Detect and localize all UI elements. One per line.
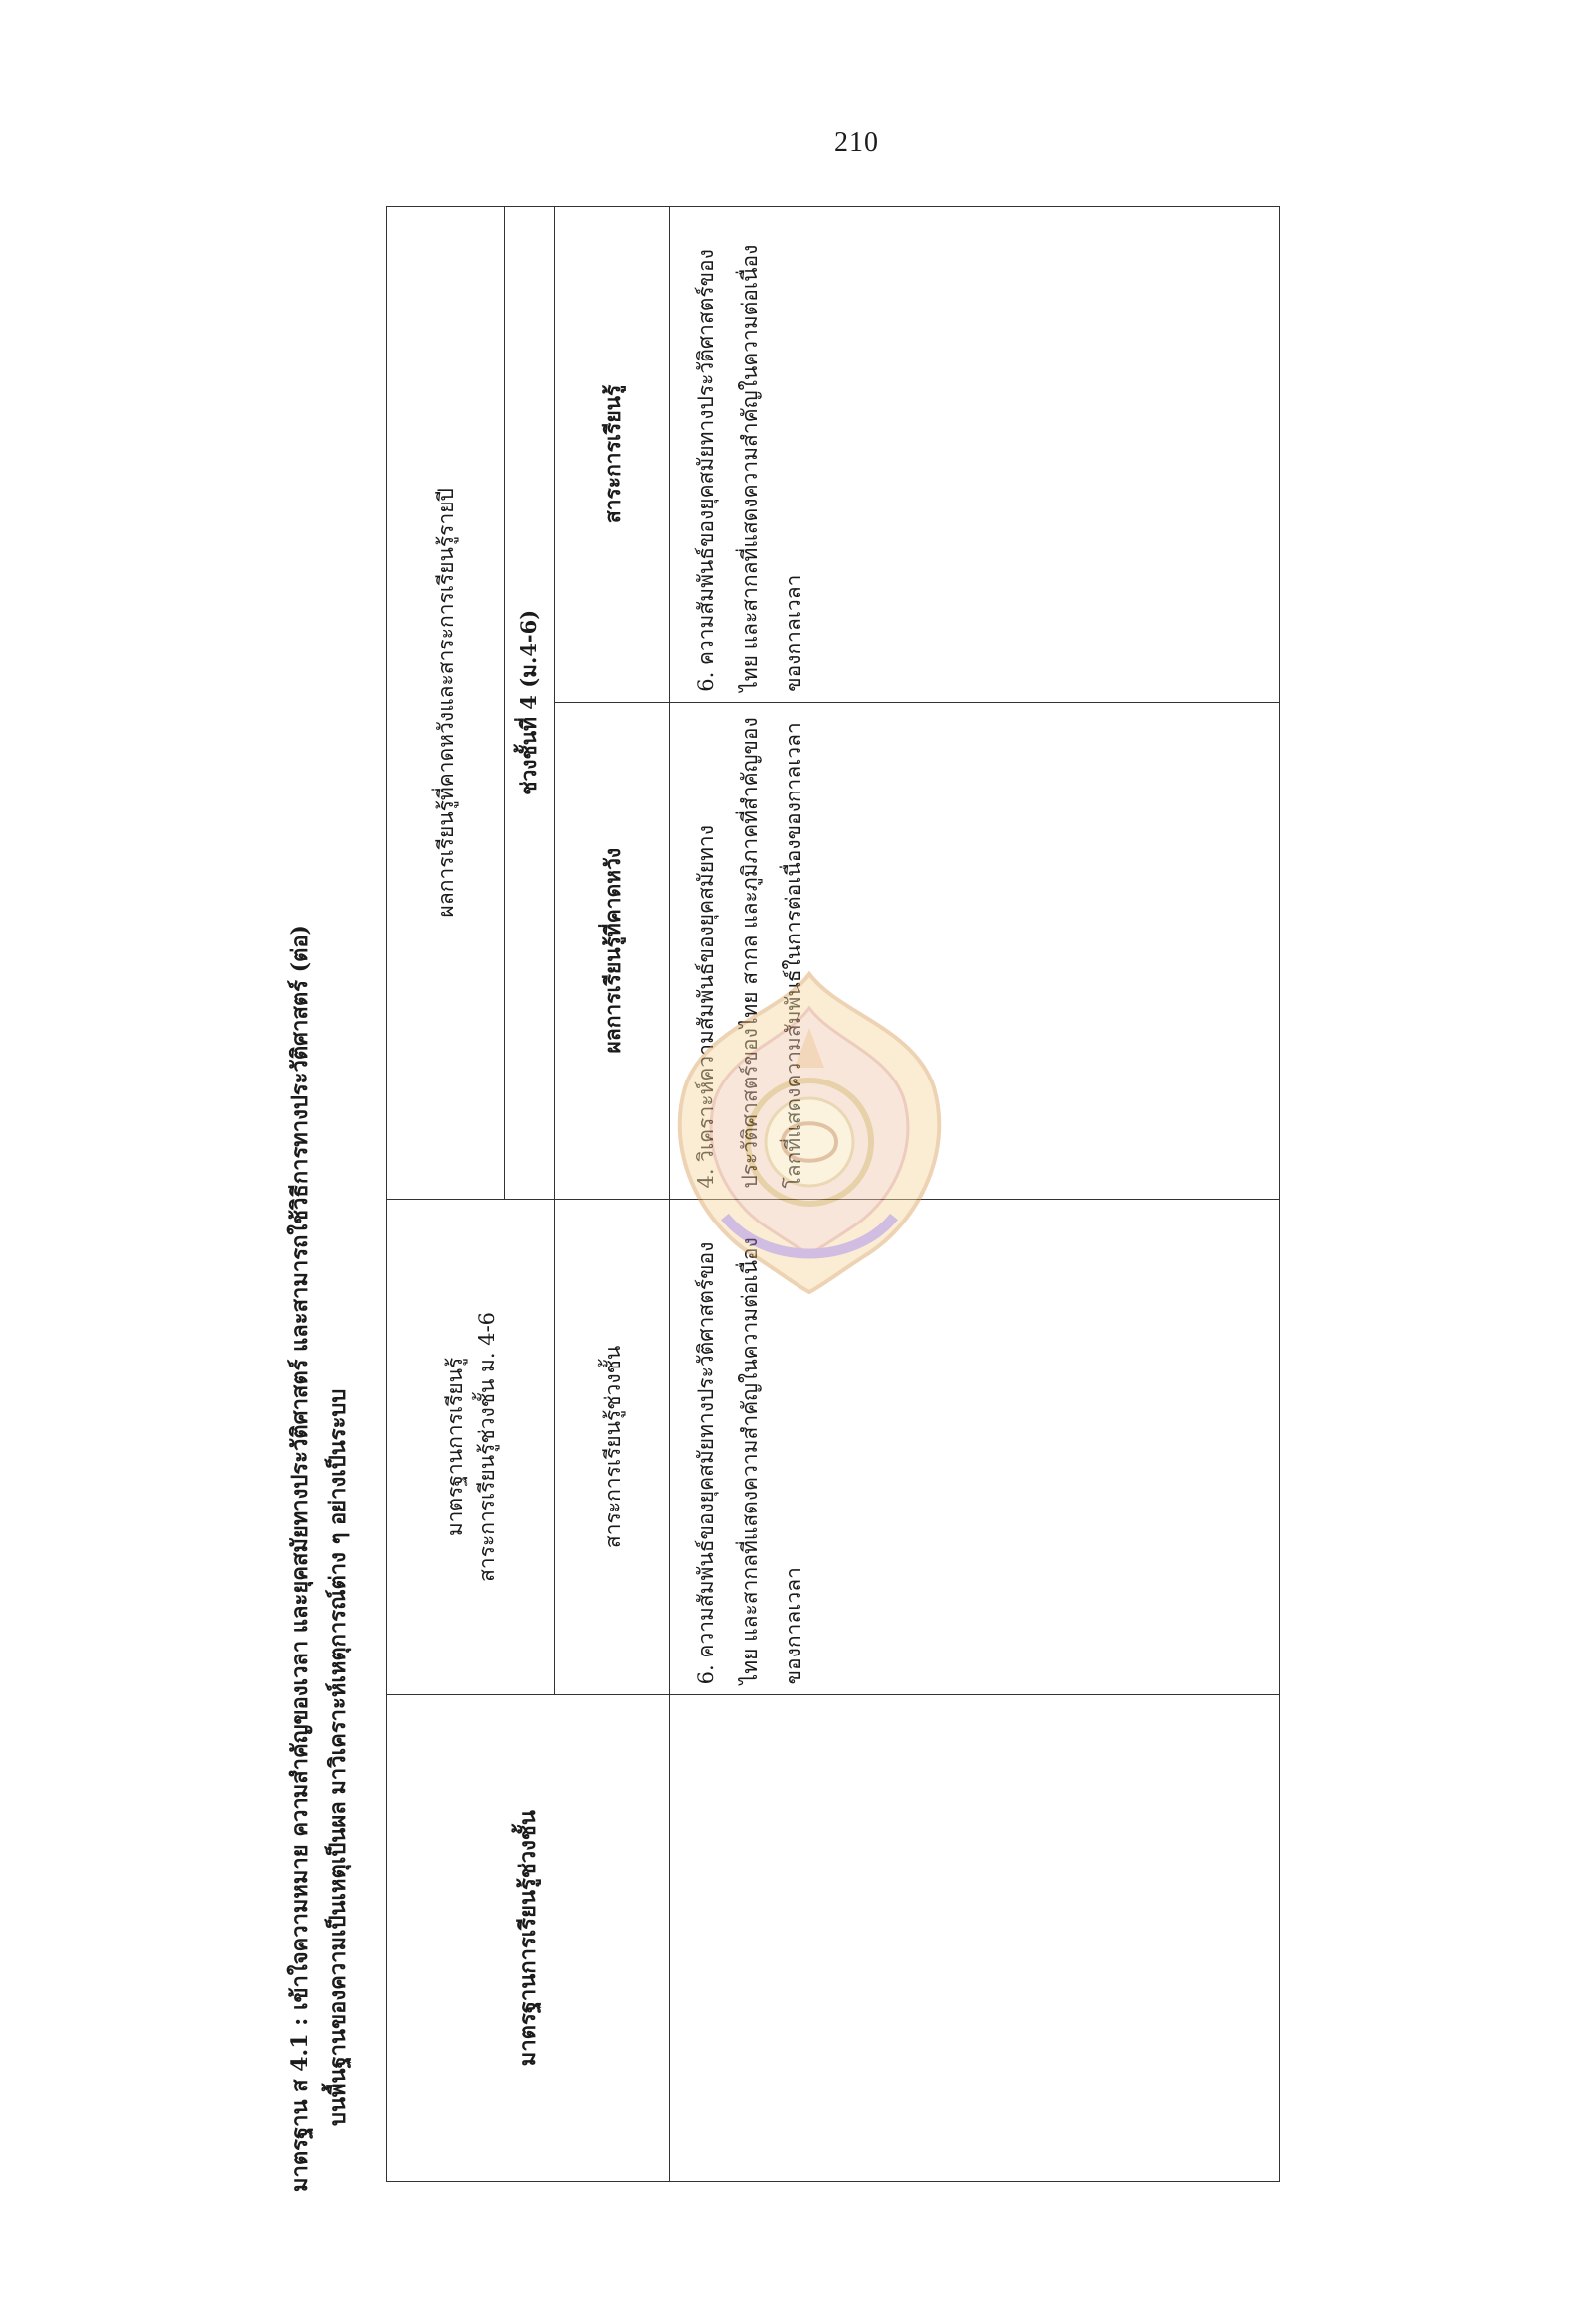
col4-subheader: สาระการเรียนรู้	[555, 207, 670, 703]
col3-content: 4. วิเคราะห์ความสัมพันธ์ของยุคสมัยทางประวัติศาสตร์ของไทย สากล และภูมิภาคที่สำคัญของโลกที่แสดงความสัมพันธ์ในการต่อเนื่องของกาลเวลา	[670, 702, 1280, 1199]
ministry-seal-icon	[665, 968, 953, 1296]
standard-heading	[281, 206, 357, 2192]
heading-line-2: บนพื้นฐานของความเป็นเหตุเป็นผล มาวิเคราะห์เหตุการณ์ต่าง ๆ อย่างเป็นระบบ	[325, 1388, 351, 2126]
heading-line-1: มาตรฐาน ส 4.1 : เข้าใจความหมาย ความสำคัญของเวลา และยุคสมัยทางประวัติศาสตร์ และสามารถใช้วิธีการทางประวัติศาสตร์ (ต่อ)	[287, 925, 313, 2192]
col2-header-line2: สาระการเรียนรู้ช่วงชั้น ม. 4-6	[475, 1311, 499, 1582]
col2-subheader: สาระการเรียนรู้ช่วงชั้น	[555, 1199, 670, 1695]
col3-subheader: ผลการเรียนรู้ที่คาดหวัง	[555, 702, 670, 1199]
col2-header-line1: มาตรฐานการเรียนรู้	[443, 1357, 467, 1537]
level-header: ช่วงชั้นที่ 4 (ม.4-6)	[505, 207, 555, 1200]
col2-content: 6. ความสัมพันธ์ของยุคสมัยทางประวัติศาสตร์ของไทย และสากลที่แสดงความสำคัญในความต่อเนื่องของกาลเวลา	[670, 1199, 1280, 1695]
col4-content: 6. ความสัมพันธ์ของยุคสมัยทางประวัติศาสตร์ของไทย และสากลที่แสดงความสำคัญในความต่อเนื่องของกาลเวลา	[670, 207, 1280, 703]
col1-header: มาตรฐานการเรียนรู้ช่วงชั้น	[387, 1695, 670, 2182]
page-number: 210	[834, 127, 879, 158]
right-header: ผลการเรียนรู้ที่คาดหวังและสาระการเรียนรู้รายปี	[387, 207, 505, 1200]
col1-content	[670, 1695, 1280, 2182]
col2-header	[387, 1199, 555, 1695]
